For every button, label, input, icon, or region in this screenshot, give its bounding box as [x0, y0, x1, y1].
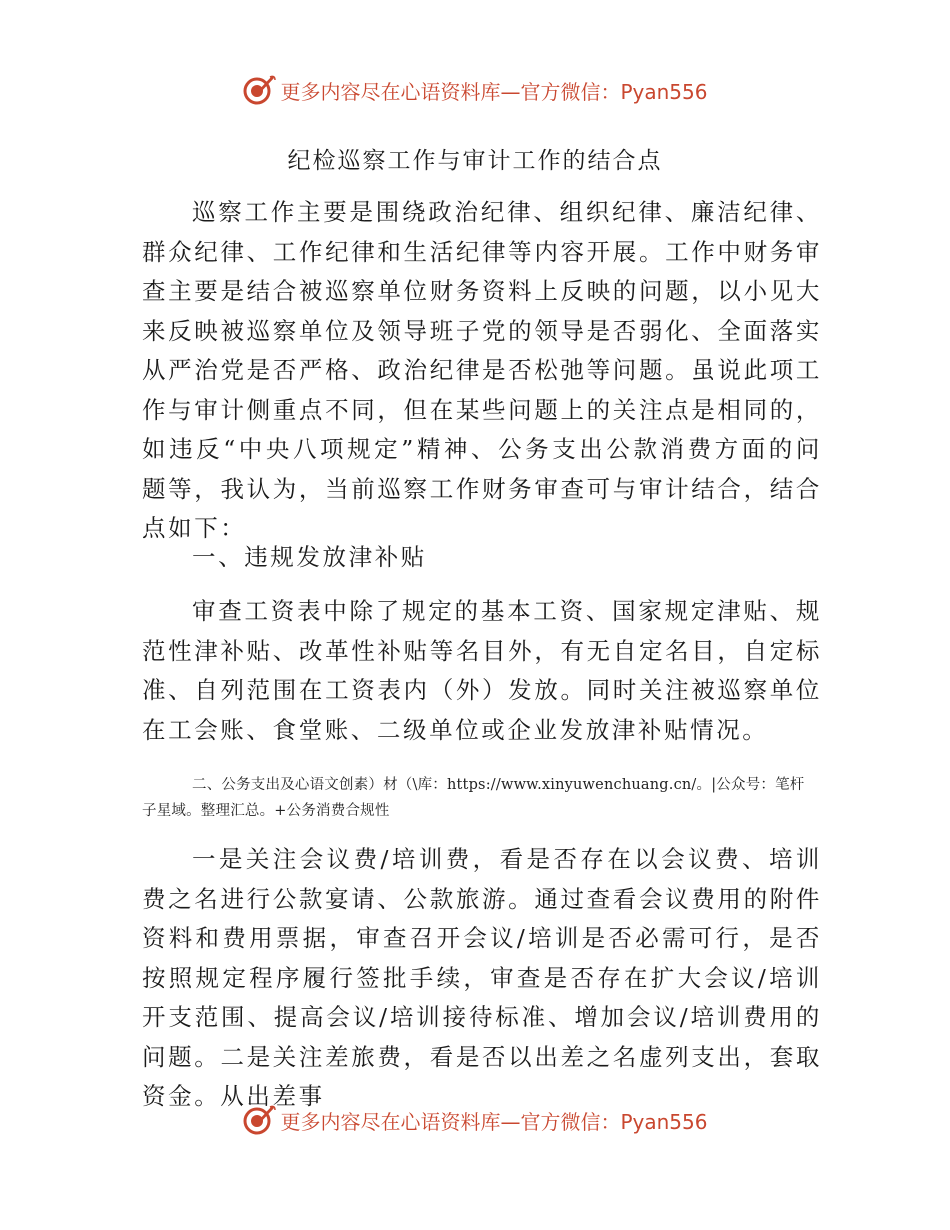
body-paragraph-3: 一是关注会议费/培训费，看是否存在以会议费、培训费之名进行公款宴请、公款旅游。通过查看会议费用的附件资料和费用票据，审查召开会议/培训是否必需可行，是否按照规定程序履行签批手续，审查是否存在扩大会议/培训开支范围、提高会议/培训接待标准、增加会议/培训费用的问题。二是关注差旅费，看是否以出差之名虚列支出，套取资金。从出差事 [142, 845, 822, 1110]
section-heading-1: 一、违规发放津补贴 [192, 543, 427, 571]
footer-banner [0, 1100, 950, 1140]
body-paragraph-2: 审查工资表中除了规定的基本工资、国家规定津贴、规范性津补贴、改革性补贴等名目外，有无自定名目，自定标准、自列范围在工资表内（外）发放。同时关注被巡察单位在工会账、食堂账、二级单位或企业发放津补贴情况。 [142, 597, 822, 744]
section-heading-2: 二、公务支出及心语文创素）材（\库：https://www.xinyuwenchuang.cn/。|公众号：笔杆子星域。整理汇总。+公务消费合规性 [142, 777, 805, 819]
body-paragraph-1: 巡察工作主要是围绕政治纪律、组织纪律、廉洁纪律、群众纪律、工作纪律和生活纪律等内容开展。工作中财务审查主要是结合被巡察单位财务资料上反映的问题，以小见大来反映被巡察单位及领导班子党的领导是否弱化、全面落实从严治党是否严格、政治纪律是否松弛等问题。虽说此项工作与审计侧重点不同，但在某些问题上的关注点是相同的，如违反“中央八项规定”精神、公务支出公款消费方面的问题等，我认为，当前巡察工作财务审查可与审计结合，结合点如下： [142, 198, 822, 542]
document-title: 纪检巡察工作与审计工作的结合点 [287, 148, 663, 174]
banner-text: 更多内容尽在心语资料库—官方微信：Pyan556 [280, 1109, 708, 1134]
quill-circle-logo-icon [242, 1103, 276, 1137]
banner-text: 更多内容尽在心语资料库—官方微信：Pyan556 [280, 79, 708, 104]
quill-circle-logo-icon [242, 73, 276, 107]
header-banner [0, 70, 950, 110]
